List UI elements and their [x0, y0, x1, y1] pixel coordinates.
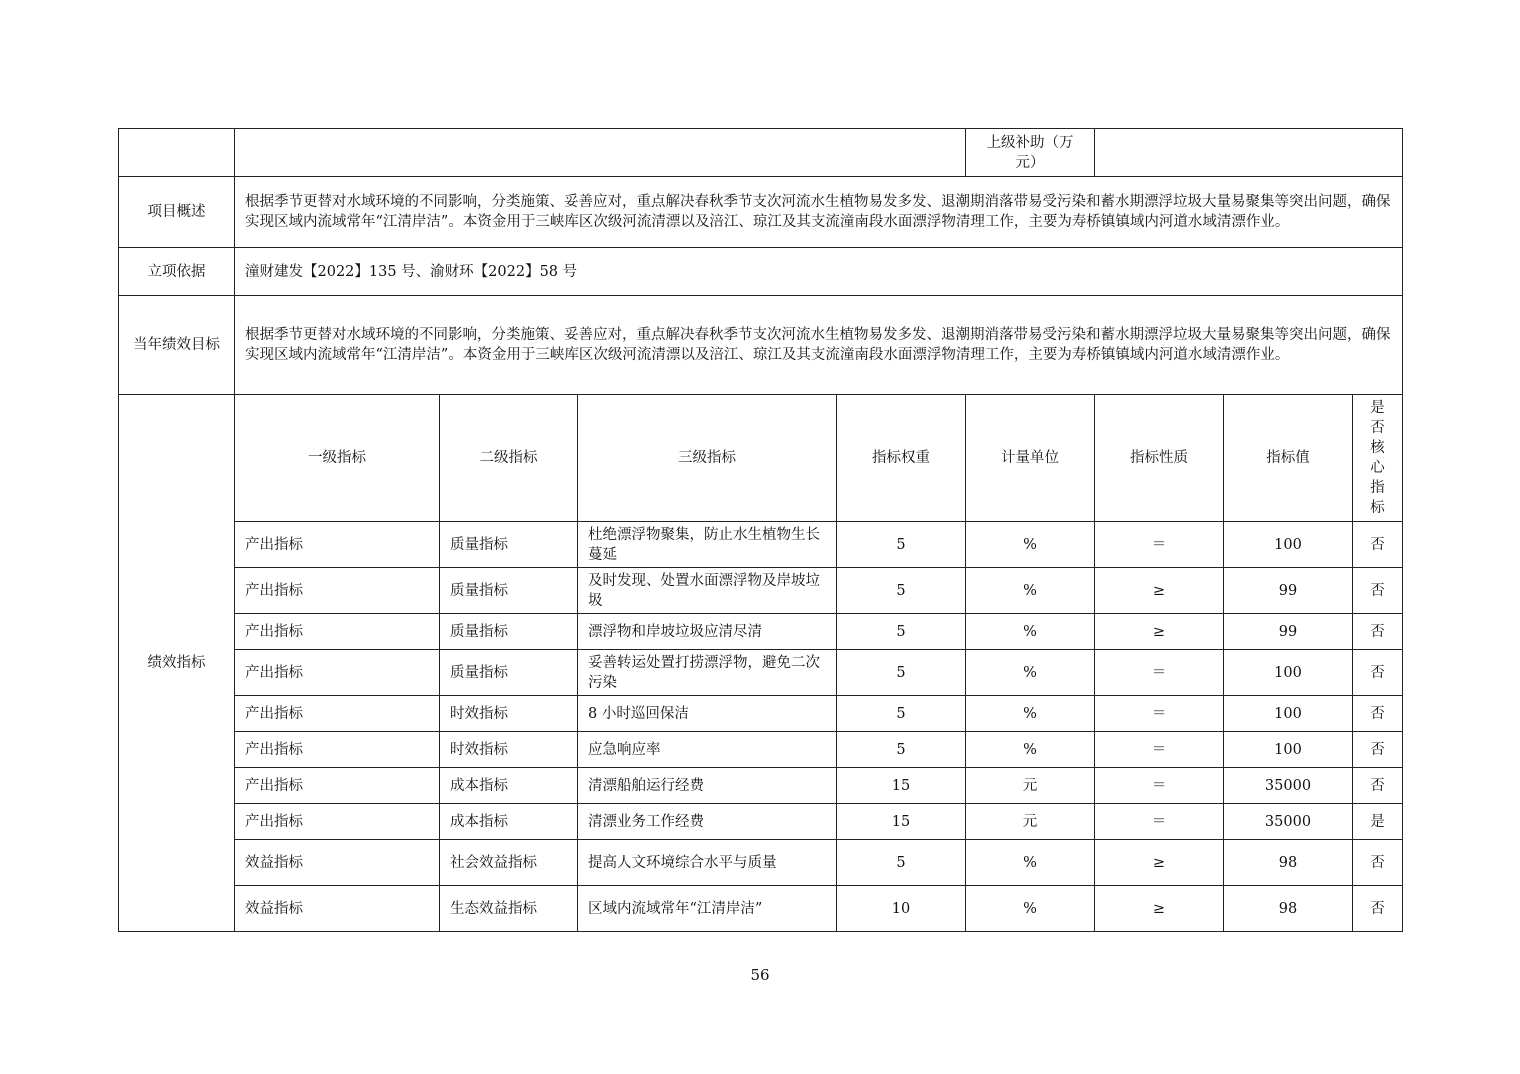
cell-level2: 质量指标 [440, 568, 578, 614]
subsidy-row [119, 129, 1403, 177]
header-core-char: 否 [1370, 420, 1385, 436]
page-number: 56 [750, 966, 770, 984]
cell-unit: % [966, 650, 1095, 696]
cell-nature: ＝ [1095, 650, 1224, 696]
cell-nature: ≥ [1095, 568, 1224, 614]
cell-nature: ＝ [1095, 768, 1224, 804]
table-row [119, 768, 1403, 804]
header-core-char: 标 [1370, 500, 1385, 516]
overview-row [119, 177, 1403, 248]
cell-unit: % [966, 568, 1095, 614]
cell-level3: 清漂船舶运行经费 [578, 768, 837, 804]
cell-level2: 时效指标 [440, 732, 578, 768]
overview-text: 根据季节更替对水域环境的不同影响，分类施策、妥善应对，重点解决春秋季节支次河流水生植物易发多发、退潮期消落带易受污染和蓄水期漂浮垃圾大量易聚集等突出问题，确保实现区域内流域常年“江清岸洁”。本资金用于三峡库区次级河流清漂以及涪江、琼江及其支流潼南段水面漂浮物清理工作，主要为寿桥镇镇域内河道水域清漂作业。 [235, 177, 1403, 248]
basis-text: 潼财建发【2022】135 号、渝财环【2022】58 号 [235, 248, 1403, 296]
cell-core: 否 [1353, 650, 1403, 696]
cell-level3: 应急响应率 [578, 732, 837, 768]
subsidy-value [1095, 129, 1403, 177]
cell-unit: % [966, 522, 1095, 568]
header-core-char: 是 [1370, 400, 1385, 416]
header-value: 指标值 [1224, 395, 1353, 522]
cell-value: 98 [1224, 886, 1353, 932]
cell-nature: ＝ [1095, 732, 1224, 768]
header-level1: 一级指标 [235, 395, 440, 522]
cell-unit: % [966, 886, 1095, 932]
cell-unit: 元 [966, 804, 1095, 840]
cell-weight: 15 [837, 804, 966, 840]
cell-core: 否 [1353, 768, 1403, 804]
cell-level3: 清漂业务工作经费 [578, 804, 837, 840]
cell-unit: % [966, 840, 1095, 886]
cell-weight: 5 [837, 840, 966, 886]
cell-level1: 产出指标 [235, 696, 440, 732]
cell-level1: 产出指标 [235, 768, 440, 804]
cell-level2: 质量指标 [440, 614, 578, 650]
cell-level2: 社会效益指标 [440, 840, 578, 886]
cell-value: 35000 [1224, 768, 1353, 804]
table-body [119, 129, 1403, 932]
cell-weight: 15 [837, 768, 966, 804]
cell-core: 否 [1353, 732, 1403, 768]
cell-core: 是 [1353, 804, 1403, 840]
cell-level3: 漂浮物和岸坡垃圾应清尽清 [578, 614, 837, 650]
indicator-header-row [119, 395, 1403, 522]
header-nature: 指标性质 [1095, 395, 1224, 522]
cell-value: 100 [1224, 522, 1353, 568]
basis-label: 立项依据 [119, 248, 235, 296]
empty-cell [119, 129, 235, 177]
cell-level2: 成本指标 [440, 804, 578, 840]
cell-unit: % [966, 732, 1095, 768]
table-row [119, 568, 1403, 614]
cell-weight: 5 [837, 568, 966, 614]
performance-label: 绩效指标 [119, 395, 235, 932]
cell-level1: 产出指标 [235, 804, 440, 840]
table-row [119, 650, 1403, 696]
cell-core: 否 [1353, 568, 1403, 614]
cell-level2: 质量指标 [440, 522, 578, 568]
header-weight: 指标权重 [837, 395, 966, 522]
subsidy-label: 上级补助（万元） [966, 129, 1095, 177]
cell-weight: 5 [837, 696, 966, 732]
cell-value: 35000 [1224, 804, 1353, 840]
cell-level1: 产出指标 [235, 650, 440, 696]
cell-weight: 5 [837, 732, 966, 768]
cell-core: 否 [1353, 522, 1403, 568]
cell-value: 100 [1224, 650, 1353, 696]
cell-value: 99 [1224, 568, 1353, 614]
cell-level3: 杜绝漂浮物聚集，防止水生植物生长蔓延 [578, 522, 837, 568]
table-row [119, 522, 1403, 568]
cell-level3: 提高人文环境综合水平与质量 [578, 840, 837, 886]
cell-nature: ＝ [1095, 804, 1224, 840]
cell-level3: 8 小时巡回保洁 [578, 696, 837, 732]
cell-weight: 5 [837, 650, 966, 696]
table-row [119, 886, 1403, 932]
empty-cell [235, 129, 966, 177]
header-core-char: 心 [1370, 460, 1385, 476]
header-core-char: 核 [1370, 440, 1385, 456]
cell-core: 否 [1353, 614, 1403, 650]
cell-nature: ≥ [1095, 614, 1224, 650]
performance-goal-table [118, 128, 1403, 932]
cell-core: 否 [1353, 886, 1403, 932]
cell-level1: 产出指标 [235, 614, 440, 650]
table-row [119, 614, 1403, 650]
table-row [119, 840, 1403, 886]
table-row [119, 804, 1403, 840]
goal-row [119, 296, 1403, 395]
cell-value: 100 [1224, 732, 1353, 768]
cell-weight: 5 [837, 522, 966, 568]
cell-level2: 质量指标 [440, 650, 578, 696]
goal-text: 根据季节更替对水域环境的不同影响，分类施策、妥善应对，重点解决春秋季节支次河流水生植物易发多发、退潮期消落带易受污染和蓄水期漂浮垃圾大量易聚集等突出问题，确保实现区域内流域常年“江清岸洁”。本资金用于三峡库区次级河流清漂以及涪江、琼江及其支流潼南段水面漂浮物清理工作，主要为寿桥镇镇域内河道水域清漂作业。 [235, 296, 1403, 395]
cell-core: 否 [1353, 696, 1403, 732]
cell-level2: 成本指标 [440, 768, 578, 804]
header-level2: 二级指标 [440, 395, 578, 522]
cell-weight: 10 [837, 886, 966, 932]
header-unit: 计量单位 [966, 395, 1095, 522]
cell-level2: 时效指标 [440, 696, 578, 732]
cell-level1: 产出指标 [235, 732, 440, 768]
cell-level3: 及时发现、处置水面漂浮物及岸坡垃圾 [578, 568, 837, 614]
cell-value: 99 [1224, 614, 1353, 650]
header-core [1353, 395, 1403, 522]
cell-level2: 生态效益指标 [440, 886, 578, 932]
cell-unit: % [966, 696, 1095, 732]
cell-level1: 效益指标 [235, 840, 440, 886]
cell-nature: ≥ [1095, 840, 1224, 886]
table-row [119, 732, 1403, 768]
header-core-char: 指 [1370, 480, 1385, 496]
cell-level1: 产出指标 [235, 568, 440, 614]
cell-nature: ≥ [1095, 886, 1224, 932]
cell-level1: 效益指标 [235, 886, 440, 932]
cell-core: 否 [1353, 840, 1403, 886]
cell-unit: % [966, 614, 1095, 650]
cell-level1: 产出指标 [235, 522, 440, 568]
cell-value: 100 [1224, 696, 1353, 732]
cell-unit: 元 [966, 768, 1095, 804]
overview-label: 项目概述 [119, 177, 235, 248]
cell-value: 98 [1224, 840, 1353, 886]
cell-level3: 区域内流域常年“江清岸洁” [578, 886, 837, 932]
goal-label: 当年绩效目标 [119, 296, 235, 395]
cell-weight: 5 [837, 614, 966, 650]
cell-level3: 妥善转运处置打捞漂浮物，避免二次污染 [578, 650, 837, 696]
basis-row [119, 248, 1403, 296]
cell-nature: ＝ [1095, 696, 1224, 732]
header-level3: 三级指标 [578, 395, 837, 522]
table-row [119, 696, 1403, 732]
cell-nature: ＝ [1095, 522, 1224, 568]
